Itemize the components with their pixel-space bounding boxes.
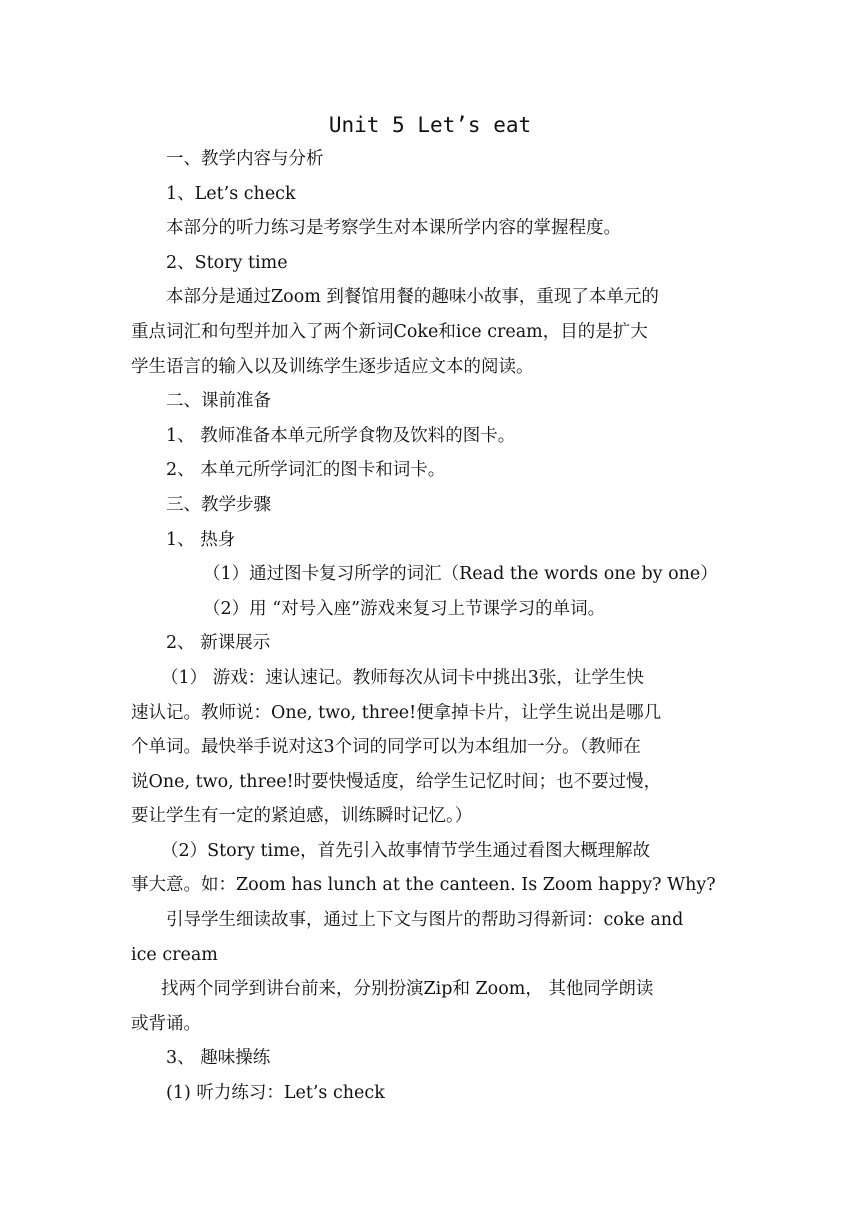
section-heading: 三、教学步骤 <box>166 494 271 515</box>
paragraph-line: （2）Story time，首先引入故事情节学生通过看图大概理解故 <box>161 840 651 861</box>
list-item: 2、 新课展示 <box>166 633 271 654</box>
section-heading: 二、课前准备 <box>166 391 271 412</box>
paragraph-line: 引导学生细读故事，通过上下文与图片的帮助习得新词：coke and <box>166 910 684 931</box>
document-title: Unit 5 Let’s eat <box>328 113 532 137</box>
paragraph-line: 本部分是通过Zoom 到餐馆用餐的趣味小故事，重现了本单元的 <box>166 287 659 308</box>
paragraph-line: 或背诵。 <box>131 1013 201 1034</box>
subsection-heading: 1、Let’s check <box>166 183 296 204</box>
list-item: 2、 本单元所学词汇的图卡和词卡。 <box>166 460 446 481</box>
paragraph-line: 说One, two, three!时要快慢适度，给学生记忆时间；也不要过慢， <box>131 771 662 792</box>
paragraph-line: 事大意。如：Zoom has lunch at the canteen. Is Zoom happy? Why? <box>131 875 716 896</box>
sub-list-item: （1）通过图卡复习所学的词汇（Read the words one by one） <box>203 564 718 585</box>
section-heading: 一、教学内容与分析 <box>166 149 324 169</box>
paragraph-line: 重点词汇和句型并加入了两个新词Coke和ice cream，目的是扩大 <box>131 321 648 342</box>
document-body <box>131 142 731 1111</box>
sub-list-item: (1) 听力练习：Let’s check <box>166 1083 385 1104</box>
subsection-heading: 2、Story time <box>166 252 288 273</box>
paragraph-line: 速认记。教师说：One, two, three!便拿掉卡片，让学生说出是哪几 <box>131 702 662 723</box>
paragraph-line: 要让学生有一定的紧迫感，训练瞬时记忆。） <box>131 806 473 827</box>
paragraph-line: 本部分的听力练习是考察学生对本课所学内容的掌握程度。 <box>166 218 621 239</box>
sub-list-item: （2）用 “对号入座”游戏来复习上节课学习的单词。 <box>203 598 606 619</box>
list-item: 1、 热身 <box>166 529 236 550</box>
paragraph-line: 学生语言的输入以及训练学生逐步适应文本的阅读。 <box>131 356 534 377</box>
paragraph-line: 找两个同学到讲台前来，分别扮演Zip和 Zoom， 其他同学朗读 <box>161 979 654 1000</box>
paragraph-line: ice cream <box>131 944 218 965</box>
list-item: 3、 趣味操练 <box>166 1048 271 1069</box>
paragraph-line: 个单词。最快举手说对这3个词的同学可以为本组加一分。（教师在 <box>131 737 641 758</box>
paragraph-line: （1） 游戏：速认速记。教师每次从词卡中挑出3张，让学生快 <box>161 667 644 688</box>
list-item: 1、 教师准备本单元所学食物及饮料的图卡。 <box>166 425 516 446</box>
